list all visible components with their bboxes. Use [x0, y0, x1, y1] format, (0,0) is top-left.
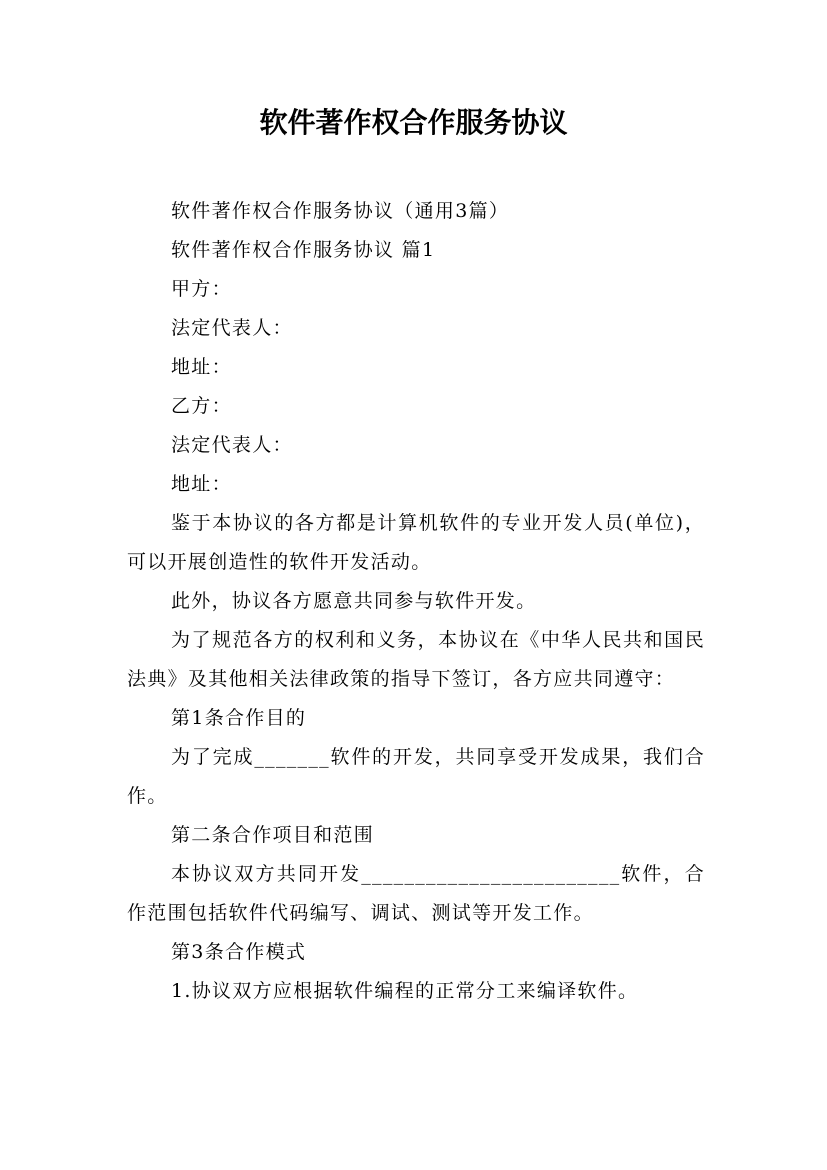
paragraph-subtitle: 软件著作权合作服务协议（通用3篇）: [171, 200, 510, 222]
article-3-item-1: 1.协议双方应根据软件编程的正常分工来编译软件。: [171, 980, 639, 1002]
article-2-heading: 第二条合作项目和范围: [171, 824, 375, 846]
document-body: [127, 192, 705, 1011]
party-a-label: 甲方：: [171, 278, 232, 300]
article-3-heading: 第3条合作模式: [171, 941, 307, 963]
party-b-representative-label: 法定代表人：: [171, 434, 293, 456]
article-2-body: 本协议双方共同开发________________________软件，合作范围包括软件代码编写、调试、测试等开发工作。: [127, 863, 705, 924]
document-title: 软件著作权合作服务协议: [259, 106, 568, 139]
article-1-body: 为了完成_______软件的开发，共同享受开发成果，我们合作。: [127, 746, 705, 807]
paragraph-participation: 此外，协议各方愿意共同参与软件开发。: [171, 590, 537, 612]
party-a-address-label: 地址：: [171, 356, 232, 378]
paragraph-whereas: 鉴于本协议的各方都是计算机软件的专业开发人员(单位)，可以开展创造性的软件开发活动。: [127, 512, 705, 573]
party-b-address-label: 地址：: [171, 473, 232, 495]
paragraph-section-heading: 软件著作权合作服务协议 篇1: [171, 239, 436, 261]
party-b-label: 乙方：: [171, 395, 232, 417]
paragraph-purpose-statement: 为了规范各方的权利和义务，本协议在《中华人民共和国民法典》及其他相关法律政策的指导下签订，各方应共同遵守：: [127, 629, 705, 690]
party-a-representative-label: 法定代表人：: [171, 317, 293, 339]
article-1-heading: 第1条合作目的: [171, 707, 307, 729]
